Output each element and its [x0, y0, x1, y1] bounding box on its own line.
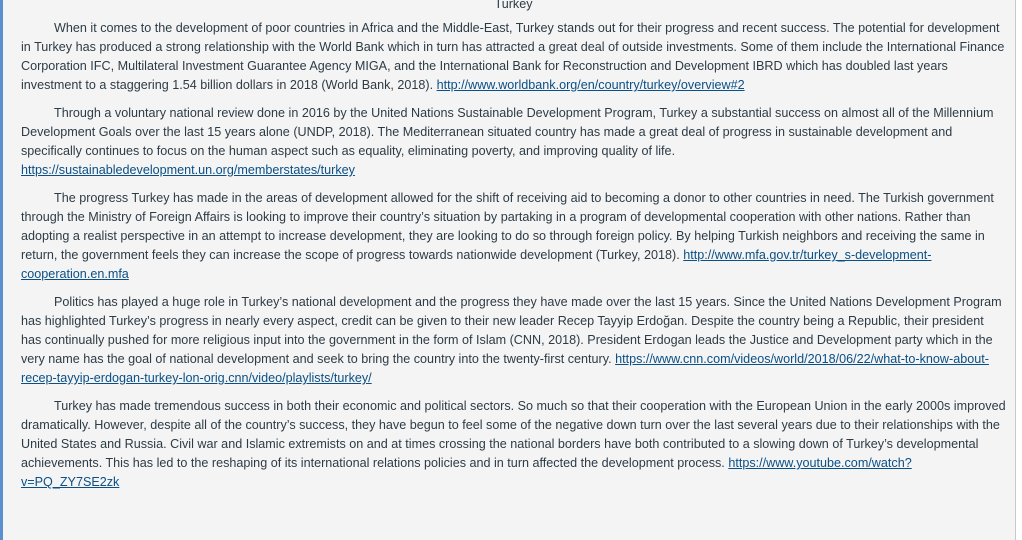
un-sustainable-development-link[interactable]: https://sustainabledevelopment.un.org/memberstates/turkey [21, 163, 355, 177]
paragraph-text: Politics has played a huge role in Turkey’s national development and the progress they have made over the last 15 years. Since the United Nations Development Program has highlighted Turkey’s progress in nearly every aspect, credit can be given to their new leader Recep Tayyip Erdoğan. Despite the country being a Republic, their president has continually pushed for more religious input into the government in the form of Islam (CNN, 2018). President Erdogan leads the Justice and Development party which in the very name has the goal of national development and seek to bring the country into the twenty-first century. [21, 295, 1002, 366]
worldbank-link[interactable]: http://www.worldbank.org/en/country/turkey/overview#2 [436, 78, 745, 92]
paragraph-world-bank [21, 19, 1006, 95]
paragraph-mfa [21, 189, 1006, 284]
paragraph-undp [21, 104, 1006, 180]
cnn-link[interactable]: https://www.cnn.com/videos/world/2018/06/22/what-to-know-about-recep-tayyip-erdogan-turkey-lon-orig.cnn/video/playlists/turkey/ [21, 352, 989, 385]
paragraph-text: Through a voluntary national review done in 2016 by the United Nations Sustainable Development Program, Turkey a substantial success on almost all of the Millennium Development Goals over the last 15 years alone (UNDP, 2018). The Mediterranean situated country has made a great deal of progress in sustainable development and specifically continues to focus on the human aspect such as equality, eliminating poverty, and improving quality of life. [21, 106, 994, 158]
paragraph-text: Turkey has made tremendous success in both their economic and political sectors. So much so that their cooperation with the European Union in the early 2000s improved dramatically. However, despite all of the country’s success, they have begun to feel some of the negative down turn over the last several years due to their relationships with the United States and Russia. Civil war and Islamic extremists on and at times crossing the national borders have both contributed to a slowing down of Turkey’s developmental achievements. This has led to the reshaping of its international relations policies and in turn affected the development process. [21, 399, 1006, 470]
paragraph-politics [21, 293, 1006, 388]
paragraph-text: The progress Turkey has made in the areas of development allowed for the shift of receiving aid to becoming a donor to other countries in need. The Turkish government through the Ministry of Foreign Affairs is looking to improve their country’s situation by partaking in a program of developmental cooperation with other nations. Rather than adopting a realist perspective in an attempt to increase development, they are looking to do so through foreign policy. By helping Turkish neighbors and receiving the same in return, the government feels they can increase the scope of progress towards nationwide development (Turkey, 2018). [21, 191, 994, 262]
document-title: Turkey [494, 0, 533, 11]
document-body [21, 0, 1006, 501]
paragraph-economy [21, 397, 1006, 492]
youtube-link[interactable]: https://www.youtube.com/watch?v=PQ_ZY7SE2zk [21, 456, 912, 489]
mfa-link[interactable]: http://www.mfa.gov.tr/turkey_s-development-cooperation.en.mfa [21, 248, 932, 281]
paragraph-text: When it comes to the development of poor countries in Africa and the Middle-East, Turkey stands out for their progress and recent success. The potential for development in Turkey has produced a strong relationship with the World Bank which in turn has attracted a great deal of outside investments. Some of them include the International Finance Corporation IFC, Multilateral Investment Guarantee Agency MIGA, and the International Bank for Reconstruction and Development IBRD which has doubled last years investment to a staggering 1.54 billion dollars in 2018 (World Bank, 2018). [21, 21, 1005, 92]
